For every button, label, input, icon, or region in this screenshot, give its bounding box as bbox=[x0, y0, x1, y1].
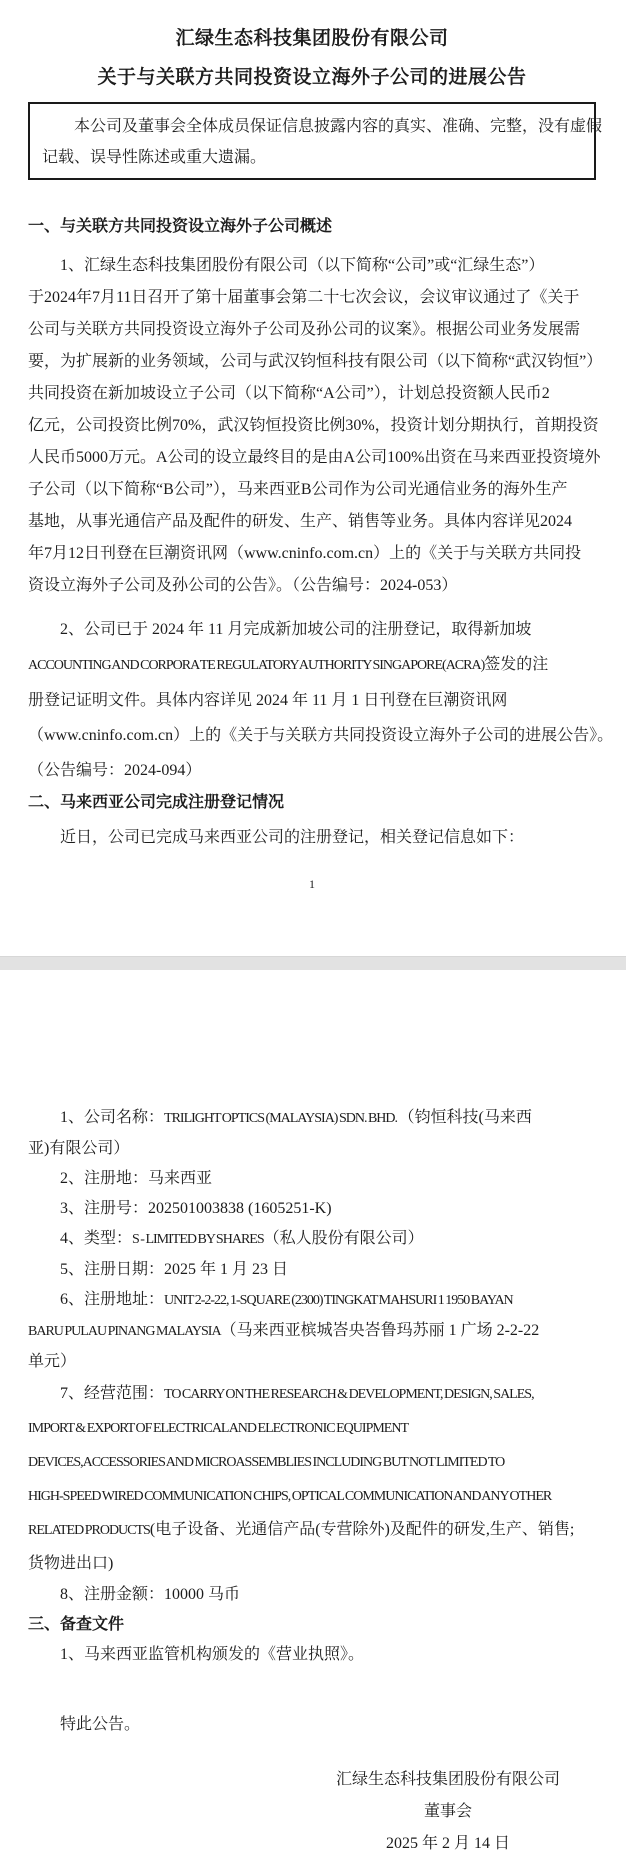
english-text: BARU PULAU PINANG MALAYSIA bbox=[28, 1324, 221, 1339]
reference-document-item: 1、马来西亚监管机构颁发的《营业执照》。 bbox=[60, 1646, 365, 1663]
announcement-title: 关于与关联方共同投资设立海外子公司的进展公告 bbox=[97, 67, 527, 88]
signature-block bbox=[336, 1764, 560, 1860]
registration-item-6-line bbox=[28, 1316, 596, 1347]
chinese-text: （钧恒科技(马来西 bbox=[398, 1109, 532, 1126]
registration-item-2: 2、注册地：马来西亚 bbox=[60, 1170, 213, 1187]
paragraph-line: 亿元，公司投资比例70%，武汉钧恒投资比例30%，投资计划分期执行，首期投资 bbox=[28, 417, 599, 434]
chinese-text: （私人股份有限公司） bbox=[263, 1230, 424, 1247]
section-1-heading: 一、与关联方共同投资设立海外子公司概述 bbox=[28, 218, 333, 235]
registration-item-7-line bbox=[28, 1445, 596, 1479]
registration-item-7-line bbox=[28, 1411, 596, 1445]
english-text: S - LIMITED BY SHARES bbox=[132, 1232, 264, 1247]
item-label: 4、类型： bbox=[60, 1230, 133, 1247]
registration-item-6-line: 单元） bbox=[28, 1353, 77, 1370]
english-text: IMPORT & EXPORT OF ELECTRICAL AND ELECTRONIC EQUIPMENT bbox=[28, 1421, 409, 1436]
paragraph-line: 人民币5000万元。A公司的设立最终目的是由A公司100%出资在马来西亚投资境外 bbox=[28, 449, 601, 466]
signature-company: 汇绿生态科技集团股份有限公司 bbox=[335, 1771, 560, 1788]
registration-item-7-line bbox=[28, 1479, 596, 1513]
chinese-text: 签发的注 bbox=[484, 656, 549, 673]
registration-item-5: 5、注册日期：2025 年 1 月 23 日 bbox=[60, 1261, 289, 1278]
english-text: HIGH-SPEED WIRED COMMUNICATION CHIPS, OPTICAL COMMUNICATION AND ANY OTHER bbox=[28, 1489, 552, 1504]
paragraph-line bbox=[28, 647, 596, 683]
paragraph-line: 子公司（以下简称“B公司”），马来西亚B公司作为公司光通信业务的海外生产 bbox=[28, 481, 568, 498]
page-number: 1 bbox=[309, 877, 315, 891]
registration-item-3: 3、注册号：202501003838 (1605251-K) bbox=[60, 1200, 332, 1217]
disclaimer-line: 记载、误导性陈述或重大遗漏。 bbox=[42, 149, 267, 166]
registration-item-1-line bbox=[28, 1103, 596, 1134]
paragraph-line: 资设立海外子公司及孙公司的公告》。（公告编号：2024-053） bbox=[28, 577, 458, 594]
item-label: 6、注册地址： bbox=[60, 1291, 165, 1308]
chinese-text: （马来西亚槟城峇央峇鲁玛苏丽 1 广场 2-2-22 bbox=[220, 1322, 540, 1339]
english-text: UNIT 2-2-22, 1-SQUARE (2300) TINGKAT MAHSURI 1 1950 BAYAN bbox=[164, 1293, 513, 1308]
paragraph-line: 于2024年7月11日召开了第十届董事会第二十七次会议，会议审议通过了《关于 bbox=[28, 289, 580, 306]
item-label: 7、经营范围： bbox=[60, 1385, 165, 1402]
section-2-heading: 二、马来西亚公司完成注册登记情况 bbox=[28, 794, 285, 811]
registration-item-8: 8、注册金额：10000 马币 bbox=[60, 1586, 241, 1603]
paragraph-1 bbox=[28, 250, 603, 602]
paragraph-line: （公告编号：2024-094） bbox=[28, 762, 202, 779]
paragraph-line: 基地，从事光通信产品及配件的研发、生产、销售等业务。具体内容详见2024 bbox=[28, 513, 573, 530]
disclaimer-box bbox=[28, 102, 603, 180]
item-label: 1、公司名称： bbox=[60, 1109, 165, 1126]
section-3-heading: 三、备查文件 bbox=[28, 1616, 125, 1633]
paragraph-line: 近日，公司已完成马来西亚公司的注册登记，相关登记信息如下： bbox=[60, 829, 525, 846]
english-text: TO CARRY ON THE RESEARCH & DEVELOPMENT, DESIGN, SALES, bbox=[164, 1387, 534, 1402]
registration-item-4 bbox=[28, 1224, 596, 1255]
paragraph-line: 要，为扩展新的业务领域，公司与武汉钧恒科技有限公司（以下简称“武汉钧恒”） bbox=[28, 353, 603, 370]
paragraph-2 bbox=[28, 612, 614, 788]
signature-board: 董事会 bbox=[423, 1803, 472, 1820]
announcement-page-2 bbox=[0, 970, 626, 1851]
registration-item-7-line: 货物进出口) bbox=[28, 1555, 114, 1572]
paragraph-line: 1、汇绿生态科技集团股份有限公司（以下简称“公司”或“汇绿生态”） bbox=[60, 257, 545, 274]
registration-item-7-line bbox=[28, 1513, 596, 1547]
english-text: TRILIGHT OPTICS (MALAYSIA) SDN. BHD. bbox=[164, 1111, 399, 1126]
paragraph-line: 年7月12日刊登在巨潮资讯网（www.cninfo.com.cn）上的《关于与关联方共同投 bbox=[28, 545, 582, 562]
closing-statement: 特此公告。 bbox=[60, 1716, 141, 1733]
paragraph-line: 公司与关联方共同投资设立海外子公司及孙公司的议案》。根据公司业务发展需 bbox=[28, 321, 581, 338]
english-text: ACCOUNTING AND CORPORA TE REGULATORY AUTHORITY SINGAPORE(ACRA) bbox=[28, 658, 485, 673]
english-text: DEVICES,ACCESSORIES AND MICROASSEMBLIES INCLUDING BUT NOT LIMITED TO bbox=[28, 1455, 505, 1470]
registration-item-1-line: 亚)有限公司） bbox=[28, 1140, 130, 1157]
registration-item-6-line bbox=[28, 1285, 596, 1316]
signature-date: 2025 年 2 月 14 日 bbox=[385, 1835, 510, 1852]
page-separator bbox=[0, 956, 626, 970]
english-text: RELATED PRODUCTS bbox=[28, 1523, 150, 1538]
paragraph-3 bbox=[28, 822, 596, 854]
disclaimer-line: 本公司及董事会全体成员保证信息披露内容的真实、准确、完整，没有虚假 bbox=[74, 118, 603, 135]
paragraph-line: 共同投资在新加坡设立子公司（以下简称“A公司”），计划总投资额人民币2 bbox=[28, 385, 550, 402]
registration-item-7-line bbox=[28, 1377, 596, 1411]
paragraph-line: 2、公司已于 2024 年 11 月完成新加坡公司的注册登记，取得新加坡 bbox=[60, 621, 532, 638]
chinese-text: (电子设备、光通信产品(专营除外)及配件的研发,生产、销售; bbox=[149, 1521, 575, 1538]
paragraph-line: 册登记证明文件。具体内容详见 2024 年 11 月 1 日刊登在巨潮资讯网 bbox=[28, 692, 508, 709]
paragraph-line: （www.cninfo.com.cn）上的《关于与关联方共同投资设立海外子公司的进展公告》。 bbox=[28, 727, 614, 744]
company-title: 汇绿生态科技集团股份有限公司 bbox=[175, 28, 449, 49]
